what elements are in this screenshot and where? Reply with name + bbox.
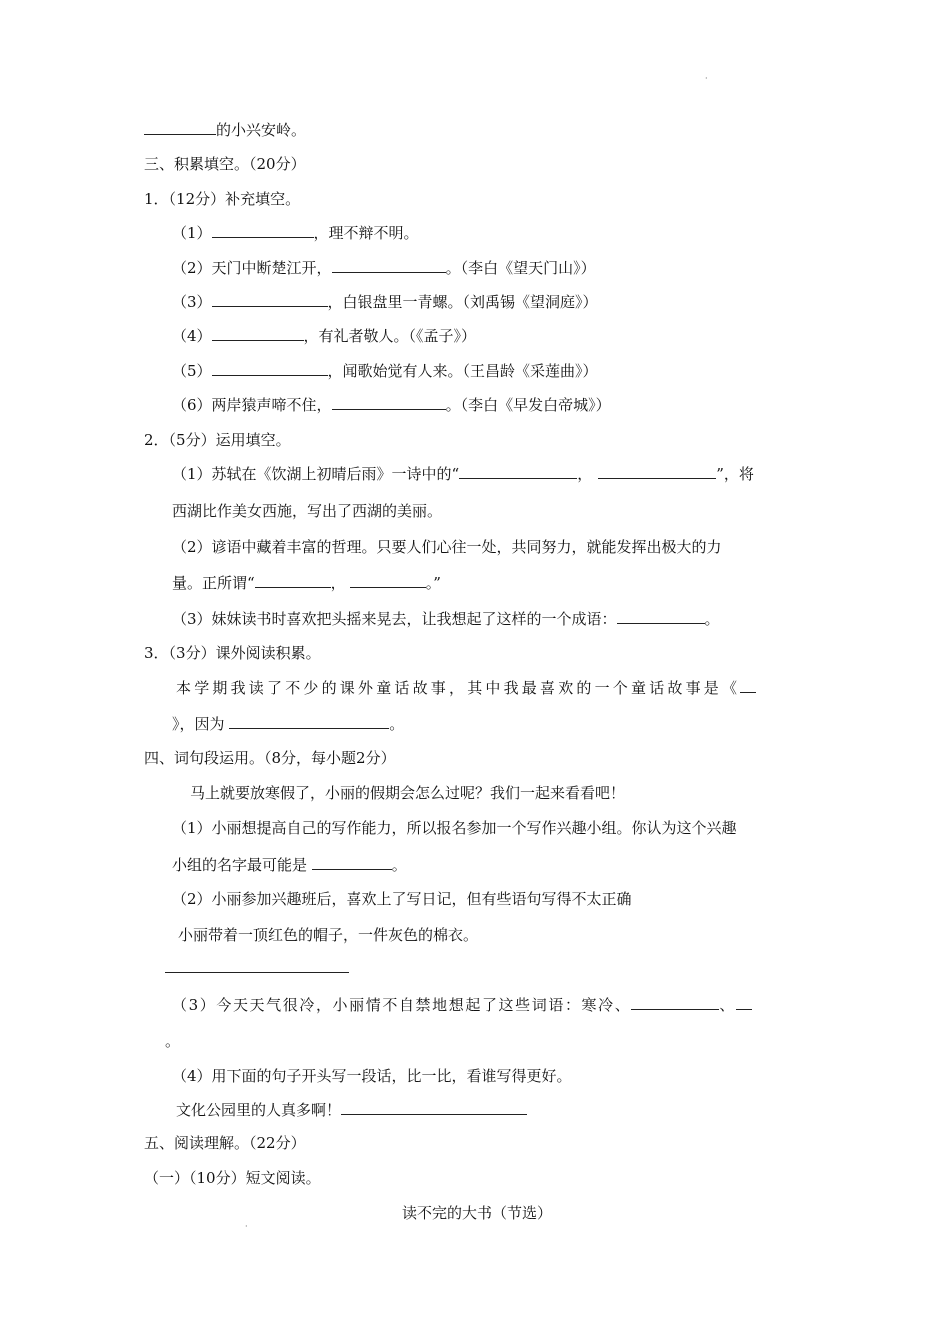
section-4-heading: 四、词句段运用。（8分，每小题2分） (144, 749, 396, 767)
section-3-heading: 三、积累填空。（20分） (144, 155, 306, 173)
q3-title: 3．（3分）课外阅读积累。 (144, 644, 321, 662)
answer-blank[interactable] (255, 573, 331, 588)
q2-title: 2．（5分）运用填空。 (144, 431, 291, 449)
answer-blank[interactable] (740, 678, 756, 693)
q2-part3: （3）妹妹读书时喜欢把头摇来晃去，让我想起了这样的一个成语： 。 (172, 610, 720, 628)
q1-item-1: （1） ，理不辩不明。 (172, 224, 419, 242)
answer-blank[interactable] (598, 464, 716, 479)
answer-blank[interactable] (350, 573, 426, 588)
q1-item-3: （3） ，白银盘里一青螺。（刘禹锡《望洞庭》） (172, 293, 598, 311)
s4-q3-line1: （3）今天天气很冷，小丽情不自禁地想起了这些词语：寒冷、 、 (172, 995, 752, 1015)
section-5-sub1: （一）（10分）短文阅读。 (144, 1169, 321, 1187)
q2-part2-line2: 量。正所谓“ ， 。” (172, 574, 441, 592)
intro-line: 的小兴安岭。 (144, 120, 306, 140)
answer-blank[interactable] (631, 995, 719, 1010)
s4-q2-line1: （2）小丽参加兴趣班后，喜欢上了写日记，但有些语句写得不太正确 (172, 890, 632, 908)
answer-blank[interactable] (144, 120, 216, 135)
s4-q4-sentence: 文化公园里的人真多啊！ (176, 1100, 527, 1120)
answer-blank[interactable] (332, 258, 446, 273)
answer-blank[interactable] (165, 958, 349, 973)
answer-blank[interactable] (212, 223, 314, 238)
answer-blank[interactable] (212, 361, 328, 376)
q1-title: 1．（12分）补充填空。 (144, 190, 301, 208)
s4-q1-line1: （1）小丽想提高自己的写作能力，所以报名参加一个写作兴趣小组。你认为这个兴趣 (172, 819, 737, 837)
s4-q4-line1: （4）用下面的句子开头写一段话，比一比，看谁写得更好。 (172, 1067, 572, 1085)
s4-q1-line2: 小组的名字最可能是 。 (172, 856, 407, 874)
q2-part1-line1: （1）苏轼在《饮湖上初晴后雨》一诗中的“ ， ”，将 (172, 465, 754, 483)
q3-line1: 本学期我读了不少的课外童话故事，其中我最喜欢的一个童话故事是《 (176, 678, 756, 698)
s4-q2-answer-line (165, 958, 349, 978)
s4-q3-line2: 。 (165, 1032, 181, 1050)
section-4-intro: 马上就要放寒假了，小丽的假期会怎么过呢？我们一起来看看吧！ (190, 784, 626, 802)
answer-blank[interactable] (617, 609, 705, 624)
answer-blank[interactable] (341, 1100, 527, 1115)
q2-part1-line2: 西湖比作美女西施，写出了西湖的美丽。 (172, 502, 443, 520)
article-title: 读不完的大书（节选） (402, 1204, 553, 1222)
answer-blank[interactable] (212, 326, 304, 341)
q1-item-5: （5） ，闻歌始觉有人来。（王昌龄《采莲曲》） (172, 362, 598, 380)
answer-blank[interactable] (736, 995, 752, 1010)
q1-item-4: （4） ，有礼者敬人。（《孟子》） (172, 327, 477, 345)
answer-blank[interactable] (312, 855, 392, 870)
q1-item-2: （2）天门中断楚江开， 。（李白《望天门山》） (172, 259, 596, 277)
answer-blank[interactable] (212, 292, 328, 307)
q2-part2-line1: （2）谚语中藏着丰富的哲理。只要人们心往一处，共同努力，就能发挥出极大的力 (172, 538, 722, 556)
answer-blank[interactable] (459, 464, 577, 479)
s4-q2-sentence: 小丽带着一顶红色的帽子，一件灰色的棉衣。 (178, 926, 479, 944)
q1-item-6: （6）两岸猿声啼不住， 。（李白《早发白帝城》） (172, 396, 611, 414)
q3-line2: 》，因为 。 (172, 715, 405, 733)
page-dot-bottom: · (245, 1222, 248, 1231)
answer-blank[interactable] (229, 714, 389, 729)
answer-blank[interactable] (332, 395, 446, 410)
section-5-heading: 五、阅读理解。（22分） (144, 1134, 306, 1152)
page-dot-top: · (705, 74, 708, 83)
